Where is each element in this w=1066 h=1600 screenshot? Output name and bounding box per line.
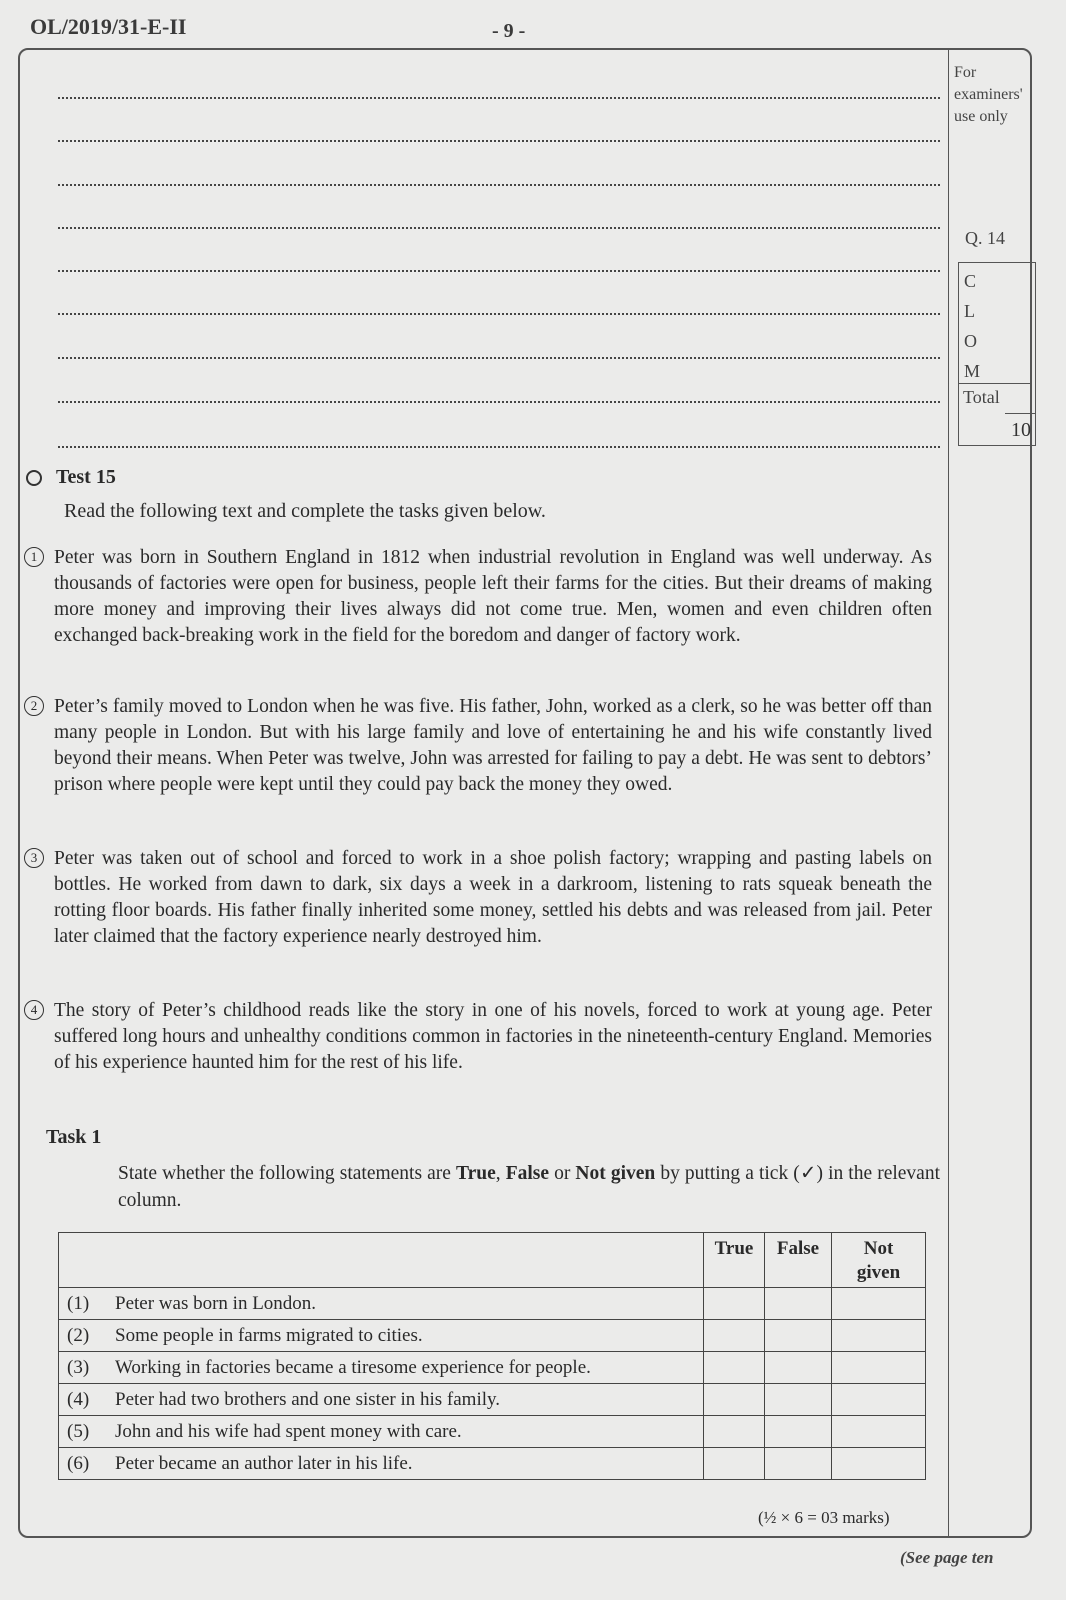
row-number: (5) <box>67 1420 90 1442</box>
examiner-use-label: For examiners' use only <box>954 64 1023 125</box>
answer-line[interactable] <box>58 184 940 186</box>
table-row <box>59 1320 926 1352</box>
tick-cell-not-given[interactable] <box>832 1384 926 1416</box>
paragraph-1 <box>24 545 932 649</box>
statement-text: John and his wife had spent money with care. <box>115 1420 462 1442</box>
paragraph-4 <box>24 998 932 1076</box>
paragraph-number: 2 <box>24 696 44 716</box>
answer-line[interactable] <box>58 270 940 272</box>
statement <box>59 1448 704 1480</box>
criterion-m: M <box>964 361 981 381</box>
tick-cell-not-given[interactable] <box>832 1352 926 1384</box>
statement-table <box>58 1232 926 1480</box>
answer-line[interactable] <box>58 446 940 448</box>
tick-cell-false[interactable] <box>765 1288 832 1320</box>
paragraph-text: Peter was born in Southern England in 1812 when industrial revolution in England was well underway. As thousands of factories were open for business, people left their farms for the cities. But their dreams of making more money and improving their lives always did not come true. Men, women and even children often exchanged back-breaking work in the field for the boredom and danger of factory work. <box>54 547 932 646</box>
row-number: (4) <box>67 1388 90 1410</box>
statement <box>59 1352 704 1384</box>
text: Not given <box>575 1163 656 1184</box>
total-max: 10 <box>1011 419 1031 441</box>
page-number: - 9 - <box>492 20 526 42</box>
marks-allocation: (½ × 6 = 03 marks) <box>758 1508 890 1527</box>
examiner-column-divider <box>948 48 949 1538</box>
answer-line[interactable] <box>58 401 940 403</box>
tick-cell-not-given[interactable] <box>832 1448 926 1480</box>
tick-cell-false[interactable] <box>765 1416 832 1448</box>
tick-cell-not-given[interactable] <box>832 1320 926 1352</box>
test-heading <box>26 466 116 489</box>
answer-line[interactable] <box>58 227 940 229</box>
row-number: (1) <box>67 1292 90 1314</box>
statement <box>59 1384 704 1416</box>
paragraph-number: 4 <box>24 1000 44 1020</box>
tick-cell-false[interactable] <box>765 1352 832 1384</box>
statement-text: Working in factories became a tiresome experience for people. <box>115 1356 591 1378</box>
tick-cell-false[interactable] <box>765 1384 832 1416</box>
paragraph-text: Peter was taken out of school and forced to work in a shoe polish factory; wrapping and pasting labels on bottles. He worked from dawn to dark, six days a week in a darkroom, listening to rats squeak beneath the rotting floor boards. His father finally inherited some money, settled his debts and was released from jail. Peter later claimed that the factory experience nearly destroyed him. <box>54 848 932 947</box>
tick-cell-true[interactable] <box>704 1448 765 1480</box>
text: by putting a tick (✓) in the relevant column. <box>118 1163 941 1211</box>
tick-cell-true[interactable] <box>704 1384 765 1416</box>
tick-cell-not-given[interactable] <box>832 1416 926 1448</box>
answer-line[interactable] <box>58 97 940 99</box>
paper-code: OL/2019/31-E-II <box>30 14 187 39</box>
tick-cell-false[interactable] <box>765 1320 832 1352</box>
statement-header <box>59 1233 704 1288</box>
paragraph-2 <box>24 694 932 798</box>
answer-line[interactable] <box>58 140 940 142</box>
answer-line[interactable] <box>58 357 940 359</box>
see-next-page: (See page ten <box>900 1548 994 1567</box>
column-true: True <box>704 1233 765 1288</box>
text: State whether the following statements are <box>118 1163 457 1184</box>
question-number: Q. 14 <box>965 228 1005 248</box>
paragraph-3 <box>24 846 932 950</box>
tick-cell-not-given[interactable] <box>832 1288 926 1320</box>
statement <box>59 1416 704 1448</box>
table-row <box>59 1352 926 1384</box>
statement-text: Peter had two brothers and one sister in his family. <box>115 1388 501 1410</box>
row-number: (2) <box>67 1324 90 1346</box>
row-number: (6) <box>67 1452 90 1474</box>
text: True <box>456 1163 496 1184</box>
criterion-o: O <box>964 331 977 351</box>
text: or <box>549 1163 576 1184</box>
test-instruction: Read the following text and complete the tasks given below. <box>64 500 546 522</box>
statement-text: Peter was born in London. <box>115 1292 317 1314</box>
tick-cell-true[interactable] <box>704 1416 765 1448</box>
statement-text: Peter became an author later in his life. <box>115 1452 413 1474</box>
column-not-given: Not given <box>832 1233 926 1288</box>
text: False <box>505 1163 550 1184</box>
criterion-c: C <box>964 271 977 291</box>
statement <box>59 1320 704 1352</box>
paragraph-text: The story of Peter’s childhood reads like the story in one of his novels, forced to work at young age. Peter suffered long hours and unhealthy conditions common in factories in the nineteenth-century England. Memories of his experience haunted him for the rest of his life. <box>54 1000 932 1073</box>
mark-box <box>958 262 1036 446</box>
table-row <box>59 1384 926 1416</box>
text: , <box>495 1163 506 1184</box>
divider <box>1005 413 1035 414</box>
total-label: Total <box>963 387 1000 407</box>
table-header <box>59 1233 926 1288</box>
tick-cell-true[interactable] <box>704 1320 765 1352</box>
row-number: (3) <box>67 1356 90 1378</box>
tick-cell-false[interactable] <box>765 1448 832 1480</box>
table-row <box>59 1448 926 1480</box>
paragraph-number: 1 <box>24 547 44 567</box>
paragraph-number: 3 <box>24 848 44 868</box>
tick-cell-true[interactable] <box>704 1288 765 1320</box>
test-title: Test 15 <box>56 466 116 488</box>
table-row <box>59 1288 926 1320</box>
paragraph-text: Peter’s family moved to London when he was five. His father, John, worked as a clerk, so he was better off than many people in London. But with his large family and love of entertaining he and his wife constantly lived beyond their means. When Peter was twelve, John was arrested for failing to pay a debt. He was sent to debtors’ prison where people were kept until they could pay back the money they owed. <box>54 696 932 795</box>
statement <box>59 1288 704 1320</box>
column-false: False <box>765 1233 832 1288</box>
criterion-l: L <box>964 301 975 321</box>
statement-text: Some people in farms migrated to cities. <box>115 1324 423 1346</box>
table-row <box>59 1416 926 1448</box>
task-instruction <box>118 1160 940 1214</box>
tick-cell-true[interactable] <box>704 1352 765 1384</box>
task-title: Task 1 <box>46 1126 102 1148</box>
divider <box>959 383 1031 384</box>
answer-line[interactable] <box>58 313 940 315</box>
circle-bullet-icon <box>26 470 42 486</box>
